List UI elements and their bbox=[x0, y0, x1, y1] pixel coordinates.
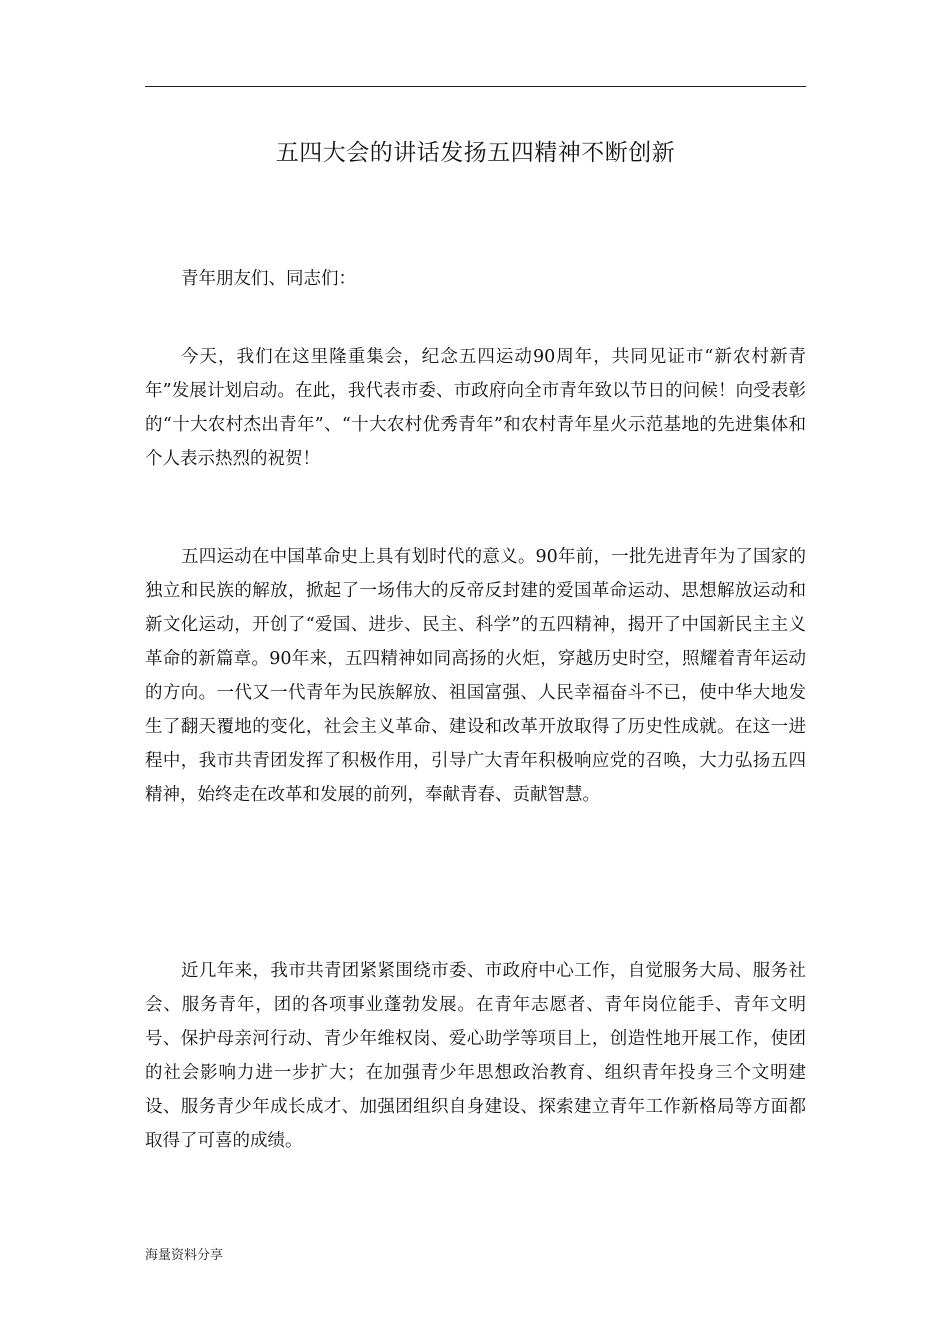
paragraph-3: 近几年来，我市共青团紧紧围绕市委、市政府中心工作，自觉服务大局、服务社会、服务青年，团的各项事业蓬勃发展。在青年志愿者、青年岗位能手、青年文明号、保护母亲河行动、青少年维权岗、爱心助学等项目上，创造性地开展工作，使团的社会影响力进一步扩大；在加强青少年思想政治教育、组织青年投身三个文明建设、服务青少年成长成才、加强团组织自身建设、探索建立青年工作新格局等方面都取得了可喜的成绩。 bbox=[145, 961, 806, 1151]
paragraph-2: 五四运动在中国革命史上具有划时代的意义。90年前，一批先进青年为了国家的独立和民族的解放，掀起了一场伟大的反帝反封建的爱国革命运动、思想解放运动和新文化运动，开创了“爱国、进步、民主、科学”的五四精神，揭开了中国新民主主义革命的新篇章。90年来，五四精神如同高扬的火炬，穿越历史时空，照耀着青年运动的方向。一代又一代青年为民族解放、祖国富强、人民幸福奋斗不已，使中华大地发生了翻天覆地的变化，社会主义革命、建设和改革开放取得了历史性成就。在这一进程中，我市共青团发挥了积极作用，引导广大青年积极响应党的召唤，大力弘扬五四精神，始终走在改革和发展的前列，奉献青春、贡献智慧。 bbox=[145, 547, 806, 805]
document-title: 五四大会的讲话发扬五四精神不断创新 bbox=[275, 140, 676, 166]
paragraph-1: 今天，我们在这里隆重集会，纪念五四运动90周年，共同见证市“新农村新青年”发展计划启动。在此，我代表市委、市政府向全市青年致以节日的问候！向受表彰的“十大农村杰出青年”、“十大农村优秀青年”和农村青年星火示范基地的先进集体和个人表示热烈的祝贺！ bbox=[145, 347, 806, 469]
greeting-line: 青年朋友们、同志们： bbox=[181, 269, 356, 289]
footer-note: 海量资料分享 bbox=[145, 1248, 224, 1263]
header-rule bbox=[145, 86, 806, 87]
